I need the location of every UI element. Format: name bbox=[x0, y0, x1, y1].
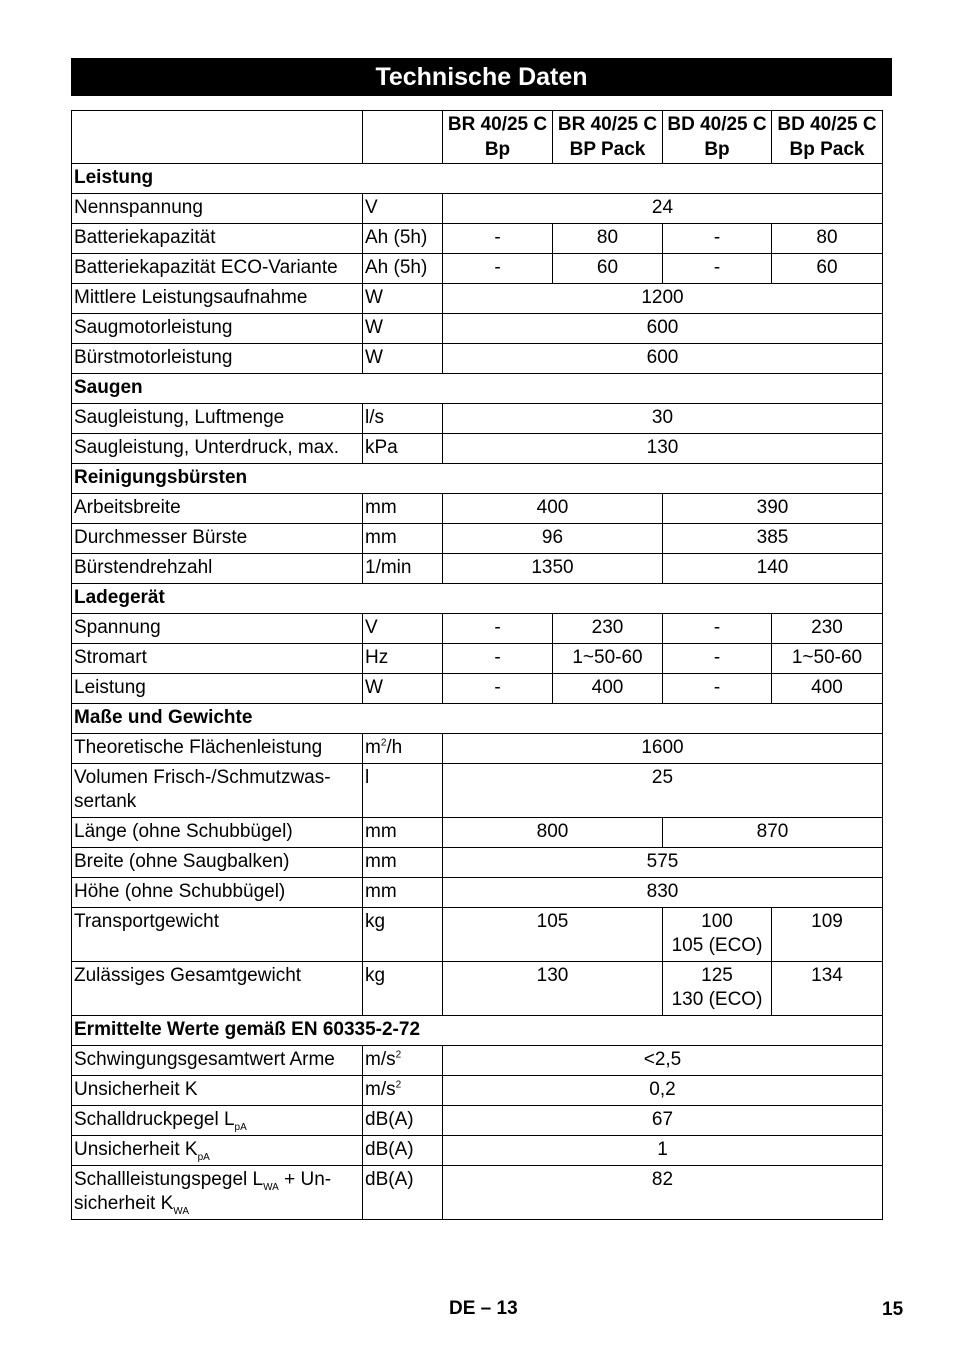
value-text: 830 bbox=[646, 881, 679, 902]
value-text: 1350 bbox=[531, 557, 574, 578]
value-cell bbox=[663, 962, 772, 1016]
table-body bbox=[72, 164, 883, 1220]
value-text: - bbox=[713, 257, 721, 278]
row-label-subscript: pA bbox=[197, 1151, 210, 1163]
section-row bbox=[72, 374, 883, 404]
table-row bbox=[72, 254, 883, 284]
value-text: 230 bbox=[811, 617, 843, 638]
value-cell bbox=[443, 194, 883, 224]
value-text: 105 bbox=[536, 911, 569, 932]
value-cell bbox=[443, 494, 663, 524]
row-label bbox=[72, 908, 363, 962]
row-label-text: Stromart bbox=[74, 647, 147, 668]
value-text: 600 bbox=[646, 347, 679, 368]
row-label-text: Saugleistung, Unterdruck, max. bbox=[74, 437, 340, 458]
row-unit bbox=[363, 284, 443, 314]
table-row bbox=[72, 1166, 883, 1220]
unit-text: kg bbox=[365, 911, 386, 932]
row-unit bbox=[363, 254, 443, 284]
row-label bbox=[72, 848, 363, 878]
value-text: - bbox=[494, 677, 501, 698]
unit-text: 1/min bbox=[365, 557, 412, 578]
header-empty-label bbox=[72, 111, 363, 164]
row-label bbox=[72, 1046, 363, 1076]
unit-text: mm bbox=[365, 821, 397, 842]
value-text: - bbox=[713, 617, 721, 638]
value-cell bbox=[443, 818, 663, 848]
row-label bbox=[72, 284, 363, 314]
section-row bbox=[72, 704, 883, 734]
value-text: 130 (ECO) bbox=[671, 989, 763, 1010]
value-text: 80 bbox=[596, 227, 619, 248]
value-text: 130 bbox=[536, 965, 569, 986]
value-text: - bbox=[494, 257, 501, 278]
row-unit bbox=[363, 554, 443, 584]
row-unit bbox=[363, 764, 443, 818]
value-cell bbox=[772, 614, 883, 644]
table-row bbox=[72, 314, 883, 344]
model-header: BR 40/25 C BP Pack bbox=[553, 111, 663, 164]
value-cell bbox=[772, 674, 883, 704]
row-label bbox=[72, 254, 363, 284]
value-cell bbox=[663, 644, 772, 674]
row-label bbox=[72, 524, 363, 554]
value-text: - bbox=[713, 677, 721, 698]
row-unit bbox=[363, 1046, 443, 1076]
value-text: 67 bbox=[651, 1109, 674, 1130]
row-unit bbox=[363, 1106, 443, 1136]
row-unit bbox=[363, 434, 443, 464]
value-text: - bbox=[713, 227, 721, 248]
row-label-text: sertank bbox=[74, 791, 137, 812]
row-label-text: Schwingungsgesamtwert Arme bbox=[74, 1049, 335, 1070]
row-unit bbox=[363, 674, 443, 704]
value-cell bbox=[443, 344, 883, 374]
row-unit bbox=[363, 1166, 443, 1220]
row-label-subscript: WA bbox=[173, 1205, 190, 1217]
table-header-row bbox=[72, 111, 883, 164]
value-cell bbox=[553, 224, 663, 254]
value-text: 96 bbox=[541, 527, 564, 548]
table-row bbox=[72, 224, 883, 254]
row-label bbox=[72, 494, 363, 524]
value-text: 60 bbox=[596, 257, 619, 278]
unit-text: kPa bbox=[365, 437, 398, 458]
row-label bbox=[72, 1106, 363, 1136]
row-unit bbox=[363, 818, 443, 848]
value-text: 30 bbox=[651, 407, 674, 428]
table-row bbox=[72, 1076, 883, 1106]
value-text: 400 bbox=[591, 677, 624, 698]
row-unit bbox=[363, 908, 443, 962]
row-label-text: sicherheit K bbox=[74, 1193, 174, 1214]
value-cell bbox=[443, 1166, 883, 1220]
table-row bbox=[72, 962, 883, 1016]
row-label-text: Spannung bbox=[74, 617, 161, 638]
value-cell bbox=[443, 908, 663, 962]
section-heading: Leistung bbox=[72, 164, 883, 194]
value-text: 390 bbox=[756, 497, 789, 518]
unit-text: dB(A) bbox=[365, 1169, 414, 1190]
unit-text: Ah (5h) bbox=[365, 257, 428, 278]
unit-superscript: 2 bbox=[395, 1049, 402, 1061]
value-cell bbox=[443, 314, 883, 344]
unit-text: Ah (5h) bbox=[365, 227, 428, 248]
row-unit bbox=[363, 848, 443, 878]
unit-text: l bbox=[365, 767, 370, 788]
row-unit bbox=[363, 224, 443, 254]
value-cell bbox=[443, 1076, 883, 1106]
page-title: Technische Daten bbox=[71, 58, 892, 96]
row-label-text: Schalldruckpegel L bbox=[74, 1109, 235, 1130]
row-label bbox=[72, 674, 363, 704]
table-row bbox=[72, 908, 883, 962]
unit-text: m/s bbox=[365, 1079, 396, 1100]
unit-text: m bbox=[365, 737, 381, 758]
value-text: 1600 bbox=[641, 737, 684, 758]
row-unit bbox=[363, 962, 443, 1016]
row-label bbox=[72, 614, 363, 644]
table-row bbox=[72, 194, 883, 224]
row-label-text: Unsicherheit K bbox=[74, 1139, 198, 1160]
unit-text: W bbox=[365, 317, 383, 338]
value-text: 800 bbox=[536, 821, 569, 842]
value-cell bbox=[553, 644, 663, 674]
value-cell bbox=[443, 404, 883, 434]
row-label-text: Bürstmotorleistung bbox=[74, 347, 233, 368]
table-row bbox=[72, 524, 883, 554]
section-page-label: DE – 13 bbox=[449, 1298, 518, 1319]
table-row bbox=[72, 644, 883, 674]
section-row bbox=[72, 464, 883, 494]
value-cell bbox=[443, 764, 883, 818]
section-row bbox=[72, 584, 883, 614]
section-heading: Reinigungsbürsten bbox=[72, 464, 883, 494]
row-unit bbox=[363, 878, 443, 908]
value-cell bbox=[772, 644, 883, 674]
row-label-subscript: pA bbox=[234, 1121, 247, 1133]
row-label-text: + Un- bbox=[278, 1169, 332, 1190]
row-label-subscript: WA bbox=[263, 1181, 279, 1193]
value-cell bbox=[663, 494, 883, 524]
value-text: 109 bbox=[811, 911, 843, 932]
value-text: 100 bbox=[701, 911, 733, 932]
value-text: 600 bbox=[646, 317, 679, 338]
value-text: 1 bbox=[657, 1139, 668, 1160]
unit-text: V bbox=[365, 197, 378, 218]
model-header: BD 40/25 C Bp bbox=[663, 111, 772, 164]
row-label-text: Batteriekapazität bbox=[74, 227, 216, 248]
value-cell bbox=[553, 614, 663, 644]
row-label bbox=[72, 644, 363, 674]
row-unit bbox=[363, 494, 443, 524]
model-header: BD 40/25 C Bp Pack bbox=[772, 111, 883, 164]
unit-text: Hz bbox=[365, 647, 389, 668]
row-label bbox=[72, 404, 363, 434]
unit-text: dB(A) bbox=[365, 1109, 414, 1130]
table-row bbox=[72, 1106, 883, 1136]
value-text: 60 bbox=[816, 257, 838, 278]
value-text: - bbox=[713, 647, 721, 668]
value-cell bbox=[772, 908, 883, 962]
row-label-text: Bürstendrehzahl bbox=[74, 557, 213, 578]
value-cell bbox=[663, 674, 772, 704]
value-cell bbox=[772, 224, 883, 254]
table-row bbox=[72, 764, 883, 818]
table-row bbox=[72, 734, 883, 764]
value-text: 130 bbox=[646, 437, 679, 458]
unit-text: l/s bbox=[365, 407, 384, 428]
row-label-text: Batteriekapazität ECO-Variante bbox=[74, 257, 338, 278]
unit-text: dB(A) bbox=[365, 1139, 414, 1160]
table-row bbox=[72, 878, 883, 908]
row-unit bbox=[363, 524, 443, 554]
value-text: 140 bbox=[756, 557, 789, 578]
row-label-text: Saugleistung, Luftmenge bbox=[74, 407, 285, 428]
value-cell bbox=[443, 224, 553, 254]
unit-superscript: 2 bbox=[380, 737, 387, 749]
value-text: - bbox=[494, 617, 501, 638]
value-cell bbox=[443, 1046, 883, 1076]
value-text: - bbox=[494, 227, 501, 248]
value-text: 134 bbox=[811, 965, 843, 986]
technical-data-table bbox=[71, 110, 883, 1220]
section-heading: Maße und Gewichte bbox=[72, 704, 883, 734]
value-cell bbox=[443, 1106, 883, 1136]
value-text: 1~50-60 bbox=[572, 647, 643, 668]
value-cell bbox=[443, 962, 663, 1016]
value-text: 230 bbox=[591, 617, 624, 638]
value-text: 1200 bbox=[641, 287, 684, 308]
row-label-text: Arbeitsbreite bbox=[74, 497, 181, 518]
value-text: 400 bbox=[536, 497, 569, 518]
row-label-text: Länge (ohne Schubbügel) bbox=[74, 821, 293, 842]
value-text: 105 (ECO) bbox=[671, 935, 763, 956]
table-row bbox=[72, 344, 883, 374]
table-row bbox=[72, 1136, 883, 1166]
row-label bbox=[72, 1166, 363, 1220]
value-text: 870 bbox=[756, 821, 789, 842]
row-unit bbox=[363, 1076, 443, 1106]
value-cell bbox=[663, 614, 772, 644]
unit-text: V bbox=[365, 617, 378, 638]
row-label bbox=[72, 1076, 363, 1106]
row-label bbox=[72, 224, 363, 254]
section-heading: Ladegerät bbox=[72, 584, 883, 614]
value-text: 0,2 bbox=[649, 1079, 676, 1100]
value-text: 1~50-60 bbox=[791, 647, 863, 668]
row-label bbox=[72, 314, 363, 344]
unit-text: mm bbox=[365, 851, 397, 872]
row-label-text: Leistung bbox=[74, 677, 146, 698]
unit-text: mm bbox=[365, 527, 397, 548]
row-label-text: Mittlere Leistungsaufnahme bbox=[74, 287, 308, 308]
row-label bbox=[72, 818, 363, 848]
header-empty-unit bbox=[363, 111, 443, 164]
unit-text: kg bbox=[365, 965, 386, 986]
row-label-text: Saugmotorleistung bbox=[74, 317, 233, 338]
row-label bbox=[72, 878, 363, 908]
value-cell bbox=[663, 254, 772, 284]
value-cell bbox=[443, 554, 663, 584]
value-cell bbox=[443, 734, 883, 764]
row-label-text: Transportgewicht bbox=[74, 911, 220, 932]
table-row bbox=[72, 554, 883, 584]
value-cell bbox=[553, 674, 663, 704]
unit-text: mm bbox=[365, 497, 397, 518]
value-cell bbox=[663, 524, 883, 554]
table-row bbox=[72, 434, 883, 464]
value-text: 385 bbox=[756, 527, 789, 548]
model-header: BR 40/25 C Bp bbox=[443, 111, 553, 164]
row-label-text: Schallleistungspegel L bbox=[74, 1169, 264, 1190]
value-text: 24 bbox=[651, 197, 674, 218]
unit-text: m/s bbox=[365, 1049, 396, 1070]
row-label bbox=[72, 734, 363, 764]
value-cell bbox=[443, 254, 553, 284]
row-unit bbox=[363, 644, 443, 674]
row-label-text: Nennspannung bbox=[74, 197, 203, 218]
value-cell bbox=[443, 1136, 883, 1166]
value-cell bbox=[663, 908, 772, 962]
row-label-text: Breite (ohne Saugbalken) bbox=[74, 851, 290, 872]
unit-superscript: 2 bbox=[395, 1079, 402, 1091]
row-label bbox=[72, 434, 363, 464]
row-label bbox=[72, 194, 363, 224]
row-label bbox=[72, 764, 363, 818]
value-cell bbox=[443, 878, 883, 908]
row-label-text: Zulässiges Gesamtgewicht bbox=[74, 965, 302, 986]
value-cell bbox=[443, 284, 883, 314]
section-heading: Saugen bbox=[72, 374, 883, 404]
value-cell bbox=[443, 434, 883, 464]
unit-text: mm bbox=[365, 881, 397, 902]
section-row bbox=[72, 1016, 883, 1046]
value-cell bbox=[553, 254, 663, 284]
table-row bbox=[72, 614, 883, 644]
value-text: 125 bbox=[701, 965, 733, 986]
value-cell bbox=[443, 674, 553, 704]
table-row bbox=[72, 494, 883, 524]
section-row bbox=[72, 164, 883, 194]
value-cell bbox=[663, 818, 883, 848]
value-cell bbox=[663, 224, 772, 254]
row-unit bbox=[363, 344, 443, 374]
table-row bbox=[72, 284, 883, 314]
value-text: 400 bbox=[811, 677, 843, 698]
section-heading: Ermittelte Werte gemäß EN 60335-2-72 bbox=[72, 1016, 883, 1046]
value-text: <2,5 bbox=[643, 1049, 682, 1070]
row-label-text: Höhe (ohne Schubbügel) bbox=[74, 881, 286, 902]
value-cell bbox=[443, 524, 663, 554]
row-unit bbox=[363, 314, 443, 344]
row-unit bbox=[363, 404, 443, 434]
value-cell bbox=[772, 254, 883, 284]
row-unit bbox=[363, 614, 443, 644]
row-label-text: Volumen Frisch-/Schmutzwas- bbox=[74, 767, 331, 788]
row-label bbox=[72, 1136, 363, 1166]
row-label bbox=[72, 962, 363, 1016]
row-label-text: Durchmesser Bürste bbox=[74, 527, 248, 548]
row-unit bbox=[363, 734, 443, 764]
value-text: 25 bbox=[651, 767, 674, 788]
unit-text: W bbox=[365, 287, 383, 308]
table-row bbox=[72, 848, 883, 878]
row-unit bbox=[363, 1136, 443, 1166]
table-row bbox=[72, 674, 883, 704]
table-row bbox=[72, 404, 883, 434]
table-row bbox=[72, 1046, 883, 1076]
unit-text: /h bbox=[386, 737, 403, 758]
value-cell bbox=[663, 554, 883, 584]
value-text: - bbox=[494, 647, 501, 668]
value-text: 80 bbox=[816, 227, 838, 248]
row-unit bbox=[363, 194, 443, 224]
table-row bbox=[72, 818, 883, 848]
row-label-text: Unsicherheit K bbox=[74, 1079, 198, 1100]
row-label bbox=[72, 344, 363, 374]
value-cell bbox=[443, 848, 883, 878]
unit-text: W bbox=[365, 347, 383, 368]
row-label bbox=[72, 554, 363, 584]
value-text: 575 bbox=[646, 851, 679, 872]
page-number: 15 bbox=[882, 1299, 904, 1320]
value-cell bbox=[443, 614, 553, 644]
value-cell bbox=[772, 962, 883, 1016]
row-label-text: Theoretische Flächenleistung bbox=[74, 737, 323, 758]
value-text: 82 bbox=[651, 1169, 674, 1190]
unit-text: W bbox=[365, 677, 383, 698]
value-cell bbox=[443, 644, 553, 674]
